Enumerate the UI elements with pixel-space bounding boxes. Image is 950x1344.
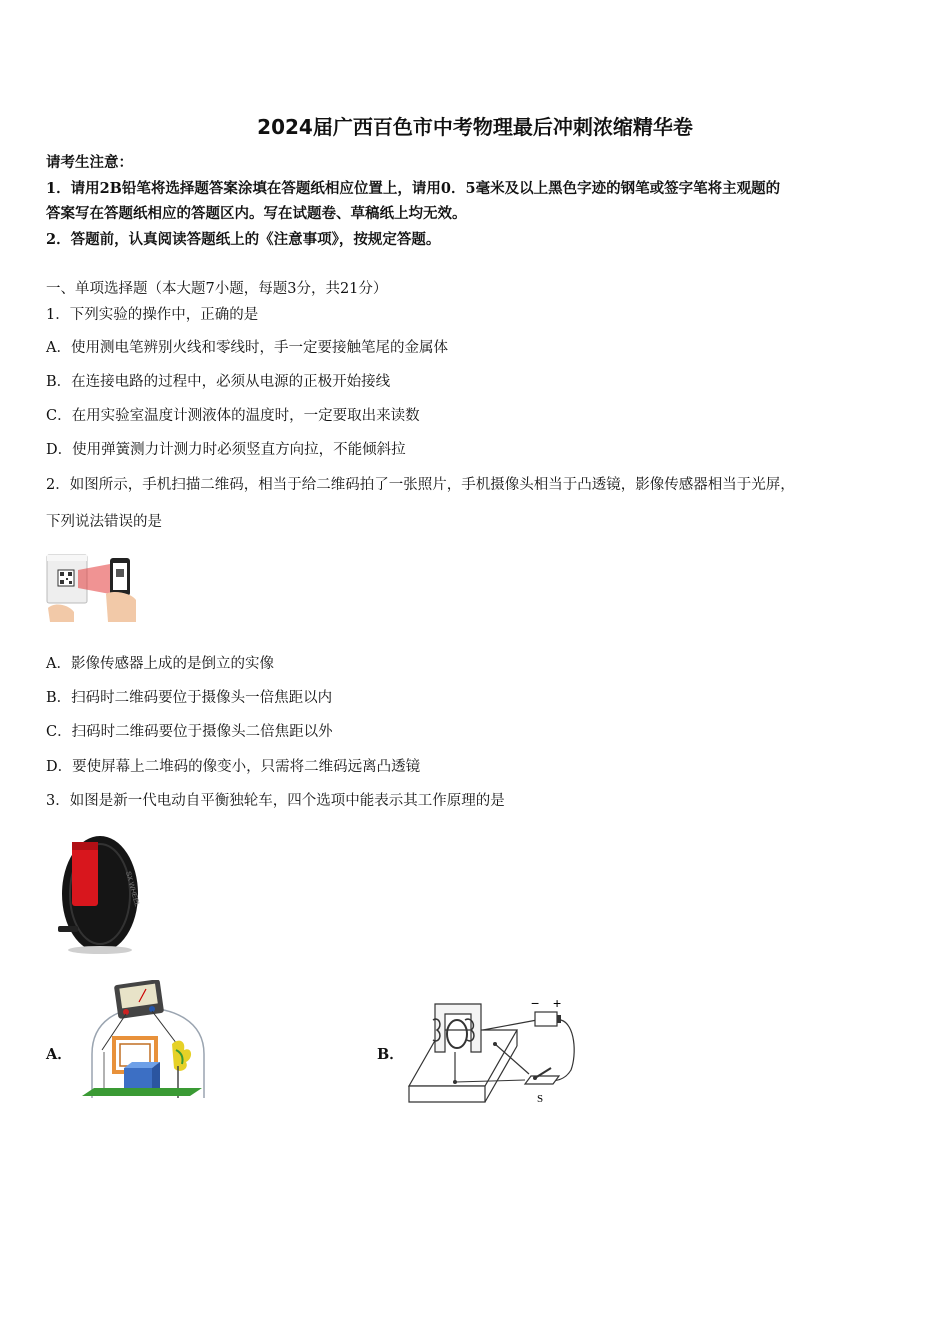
unicycle-brand-text: SX WHEEL	[124, 870, 141, 908]
switch-icon	[525, 1068, 559, 1084]
q1-option-b: B．在连接电路的过程中，必须从电源的正极开始接线	[46, 374, 391, 390]
unicycle-figure	[54, 830, 144, 956]
q1-stem: 1．下列实验的操作中，正确的是	[46, 307, 259, 323]
battery-minus-label: −	[531, 995, 540, 1011]
q1-option-d: D．使用弹簧测力计测力时必须竖直方向拉，不能倾斜拉	[46, 442, 406, 458]
q3-stem: 3．如图是新一代电动自平衡独轮车，四个选项中能表示其工作原理的是	[46, 793, 505, 809]
battery-plus-label: +	[553, 995, 562, 1011]
q2-option-c: C．扫码时二维码要位于摄像头二倍焦距以外	[46, 724, 333, 740]
q3-option-a-figure	[80, 980, 208, 1108]
notice-item-1: 1．请用2B铅笔将选择题答案涂填在答题纸相应位置上，请用0．5毫米及以上黑色字迹的钢笔或签字笔将主观题的	[46, 180, 781, 197]
section-heading: 一、单项选择题（本大题7小题，每题3分，共21分）	[46, 281, 388, 297]
qr-code-icon	[58, 570, 74, 586]
galvanometer-icon	[114, 980, 164, 1019]
qr-scan-figure	[44, 550, 144, 626]
q1-option-c: C．在用实验室温度计测液体的温度时，一定要取出来读数	[46, 408, 420, 424]
notice-item-2: 2．答题前，认真阅读答题纸上的《注意事项》，按规定答题。	[46, 231, 441, 248]
q2-stem-cont: 下列说法错误的是	[46, 514, 162, 530]
q2-option-b: B．扫码时二维码要位于摄像头一倍焦距以内	[46, 690, 333, 706]
notice-item-1-cont: 答案写在答题纸相应的答题区内。写在试题卷、草稿纸上均无效。	[46, 205, 467, 222]
battery-icon	[535, 1012, 561, 1026]
q2-option-d: D．要使屏幕上二堆码的像变小，只需将二维码远离凸透镜	[46, 759, 421, 775]
notice-heading: 请考生注意：	[46, 154, 133, 171]
switch-label: S	[537, 1093, 544, 1105]
page-title: 2024届广西百色市中考物理最后冲刺浓缩精华卷	[257, 115, 693, 139]
q2-option-a: A．影像传感器上成的是倒立的实像	[46, 656, 274, 672]
q1-option-a: A．使用测电笔辨别火线和零线时，手一定要接触笔尾的金属体	[46, 340, 448, 356]
q3-option-a-label: A．	[46, 1046, 72, 1063]
q2-stem: 2．如图所示，手机扫描二维码，相当于给二维码拍了一张照片，手机摄像头相当于凸透镜，影像传感器相当于光屏，	[46, 477, 795, 493]
q3-option-b-figure	[405, 990, 585, 1108]
q3-option-b-label: B．	[377, 1046, 404, 1063]
